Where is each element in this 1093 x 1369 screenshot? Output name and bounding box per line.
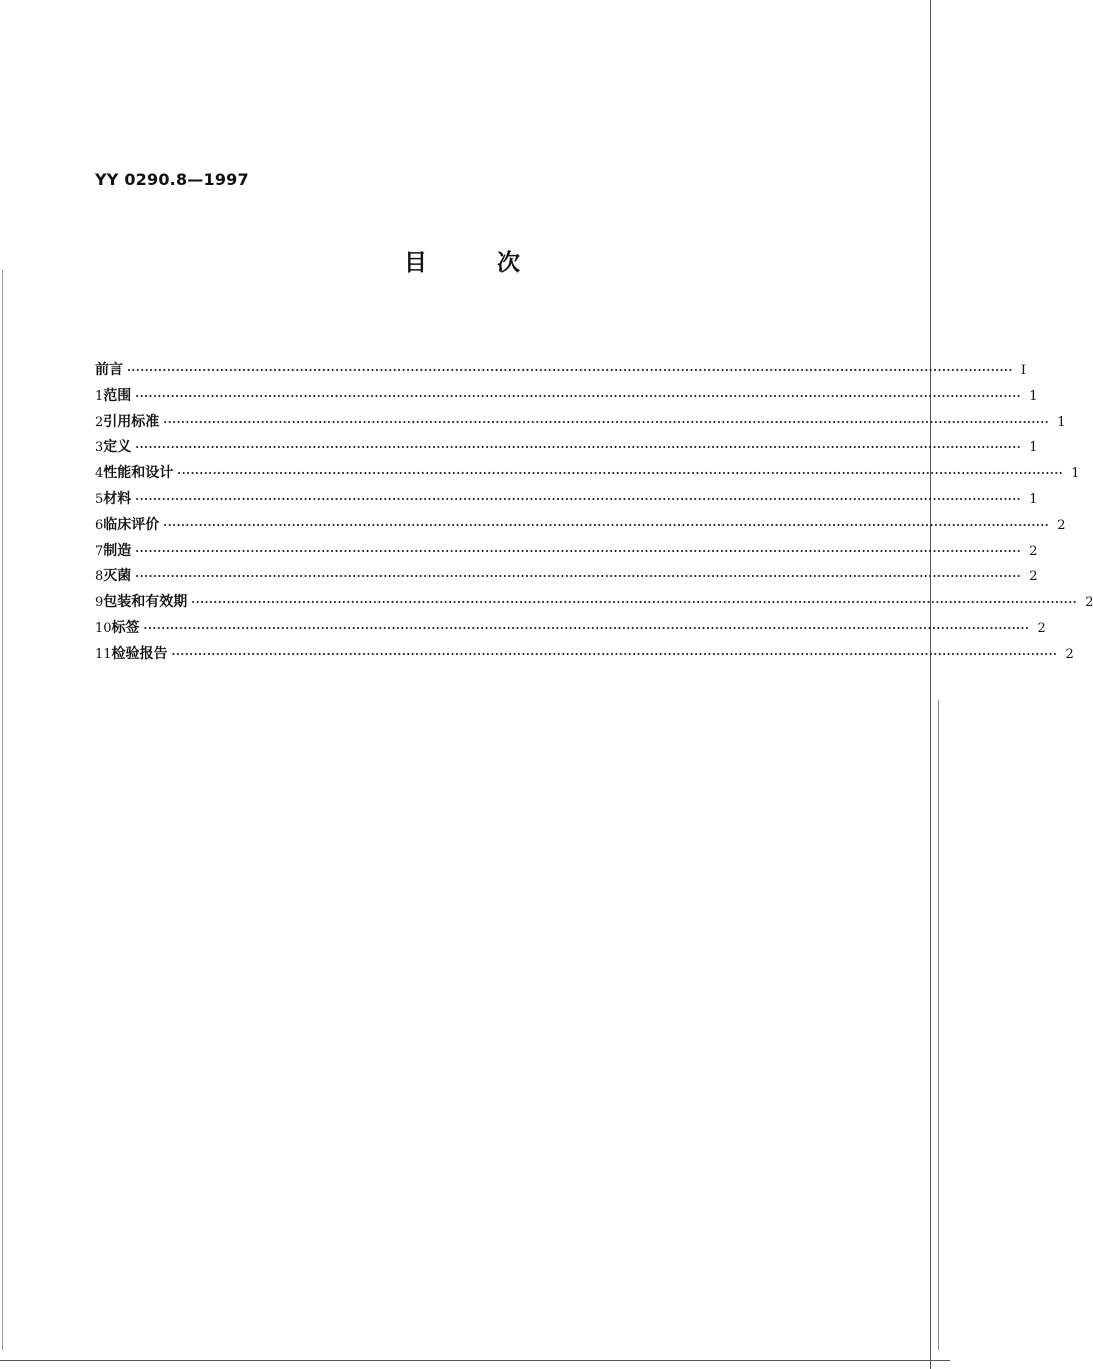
toc-entry-number: 4: [95, 466, 104, 482]
toc-entry-number: 8: [95, 569, 104, 585]
toc-entry[interactable]: [95, 436, 1038, 462]
toc-entry-label: 包装和有效期: [103, 594, 188, 611]
toc-entry-label: 临床评价: [103, 516, 160, 533]
toc-title: 目次: [404, 250, 590, 276]
toc-entry-label: 引用标准: [103, 413, 160, 430]
toc-entry-page: I: [1020, 363, 1027, 378]
toc-leader-dots: ········································································································································································································: [177, 467, 1064, 481]
toc-entry-page: 1: [1057, 414, 1066, 430]
toc-entry-label: 材料: [103, 490, 132, 507]
toc-entry-label: 性能和设计: [103, 465, 174, 482]
toc-entry-page: 2: [1029, 569, 1038, 585]
toc-entry-number: 11: [95, 646, 112, 662]
toc-leader-dots: ········································································································································································································: [171, 647, 1058, 661]
toc-entry-page: 2: [1057, 517, 1066, 533]
toc-entry[interactable]: [95, 385, 1038, 411]
toc-entry-label: 范围: [103, 387, 132, 404]
scan-edge-bottom: [0, 1360, 950, 1361]
toc-leader-dots: ········································································································································································································: [143, 621, 1030, 635]
toc-entry-page: 2: [1085, 595, 1093, 611]
toc-entry-number: 5: [95, 491, 104, 507]
toc-entry[interactable]: [95, 591, 1093, 617]
toc-leader-dots: ········································································································································································································: [127, 364, 1013, 377]
toc-entry-page: 2: [1065, 646, 1074, 662]
toc-entry-label: 标签: [111, 619, 140, 636]
toc-entry[interactable]: [95, 565, 1038, 591]
toc-entry-page: 1: [1029, 440, 1038, 456]
toc-leader-dots: ········································································································································································································: [135, 492, 1022, 506]
scan-edge-right-inner: [938, 700, 939, 1350]
toc-leader-dots: ········································································································································································································: [135, 544, 1022, 558]
toc-entry-number: 7: [95, 543, 104, 559]
toc-entry[interactable]: [95, 540, 1038, 566]
toc-leader-dots: ········································································································································································································: [135, 570, 1022, 584]
toc-entry-number: 9: [95, 595, 104, 611]
toc-entry-number: 2: [95, 414, 104, 430]
toc-entry-page: 1: [1029, 491, 1038, 507]
toc-entry-number: 10: [95, 620, 112, 636]
toc-entry-label: 定义: [103, 439, 132, 456]
toc-leader-dots: ········································································································································································································: [163, 415, 1050, 429]
toc-entry-page: 1: [1029, 388, 1038, 404]
scan-edge-right: [930, 0, 931, 1369]
toc-leader-dots: ········································································································································································································: [135, 389, 1022, 403]
table-of-contents: [95, 359, 1093, 669]
scan-edge-left: [2, 270, 3, 1350]
toc-entry[interactable]: [95, 462, 1080, 488]
toc-entry-label: 检验报告: [111, 645, 168, 662]
toc-leader-dots: ········································································································································································································: [135, 441, 1022, 455]
toc-entry-page: 2: [1029, 543, 1038, 559]
toc-leader-dots: ········································································································································································································: [163, 518, 1050, 532]
toc-entry[interactable]: [95, 514, 1066, 540]
toc-entry-number: 3: [95, 440, 104, 456]
toc-entry[interactable]: [95, 488, 1038, 514]
toc-entry[interactable]: [95, 359, 1027, 385]
toc-leader-dots: ········································································································································································································: [191, 596, 1078, 610]
toc-entry-page: 1: [1071, 466, 1080, 482]
toc-entry-page: 2: [1037, 620, 1046, 636]
toc-entry[interactable]: [95, 411, 1066, 437]
toc-entry[interactable]: [95, 617, 1046, 643]
toc-entry-number: 6: [95, 517, 104, 533]
toc-entry-number: 1: [95, 388, 104, 404]
document-code: YY 0290.8—1997: [95, 170, 249, 189]
toc-entry[interactable]: [95, 643, 1074, 669]
toc-entry-label: 灭菌: [103, 568, 132, 585]
toc-entry-label: 前言: [95, 362, 123, 378]
toc-entry-label: 制造: [103, 542, 132, 559]
